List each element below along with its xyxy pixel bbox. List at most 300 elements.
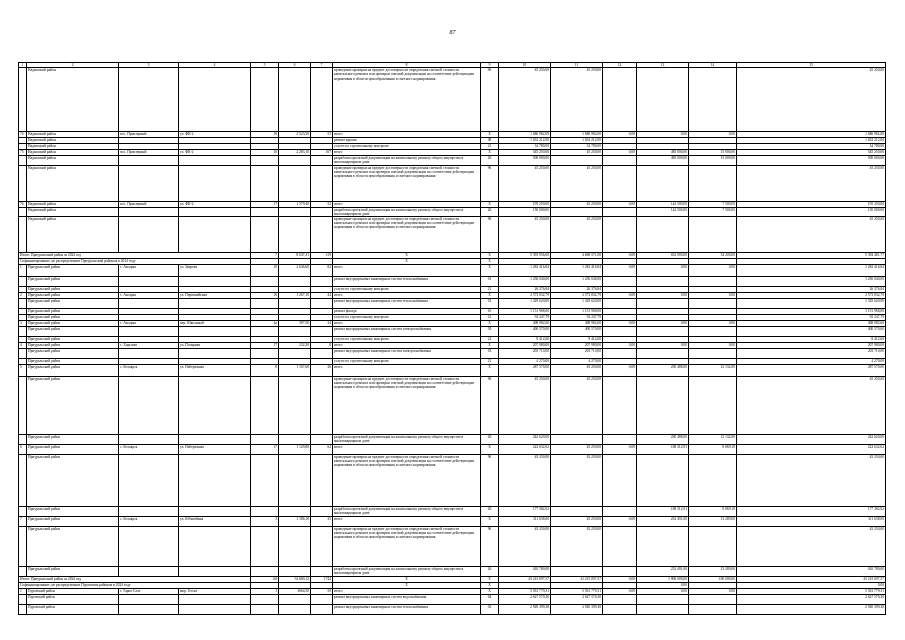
table-cell: Надымский район <box>27 217 119 253</box>
table-cell: 207 980,00 <box>551 343 603 349</box>
table-cell <box>689 217 737 253</box>
table-cell: 1 282 416,84 <box>551 265 603 277</box>
table-cell: 5 561 779,31 <box>551 589 603 595</box>
table-cell: 76 <box>19 201 27 207</box>
table-cell: 5 561 779,31 <box>499 589 551 595</box>
table-cell: 16 <box>251 150 279 156</box>
table-cell: 203 710,00 <box>499 349 551 359</box>
table-cell: Приуральский район <box>27 349 119 359</box>
table-cell <box>279 567 311 577</box>
table-cell <box>251 605 279 615</box>
table-cell: 107 <box>311 150 333 156</box>
table-cell: 45 250,00 <box>737 377 886 435</box>
table-cell <box>603 605 637 615</box>
table-row <box>19 207 886 216</box>
table-cell: 45 250,00 <box>551 377 603 435</box>
table-cell: проведение проверки на предмет достоверности определения сметной стоимости капитального ремонта или проверки сметной документации на соответствие действующим нормативам в области ценообразования и сметного нормирования <box>333 165 481 201</box>
table-cell: Надымский район <box>27 165 119 201</box>
table-cell <box>603 527 637 567</box>
table-cell: 287 570,00 <box>737 365 886 377</box>
table-cell: 400 570,00 <box>499 327 551 337</box>
table-cell: 2 <box>19 293 27 299</box>
table-cell: 195 250,00 <box>737 201 886 207</box>
table-cell: 177 382,02 <box>499 507 551 517</box>
table-cell: 34 780,00 <box>499 144 551 150</box>
table-cell: 1 129,80 <box>279 445 311 455</box>
table-cell <box>19 435 27 445</box>
table-cell: 16 <box>251 293 279 299</box>
table-cell <box>251 435 279 445</box>
table-cell: ремонт внутридомовых инженерных систем электроснабжения <box>333 349 481 359</box>
table-cell: 6 <box>279 63 311 68</box>
table-cell <box>279 207 311 216</box>
table-cell <box>179 327 251 337</box>
table-cell: 13 289,00 <box>689 567 737 577</box>
table-row <box>19 265 886 277</box>
table-cell: X <box>481 253 499 259</box>
table-cell <box>251 68 279 132</box>
table-cell: с. Белоярск <box>119 517 179 527</box>
table-row <box>19 365 886 377</box>
table-cell <box>179 299 251 309</box>
table-cell: 45 250,00 <box>737 68 886 132</box>
table-cell <box>251 527 279 567</box>
table-cell <box>689 377 737 435</box>
table-cell <box>119 507 179 517</box>
table-cell <box>179 595 251 605</box>
table-cell: 319 <box>311 253 333 259</box>
table-cell: 04 <box>481 595 499 605</box>
table-cell: услуги по строительному контролю <box>333 359 481 365</box>
table-cell <box>179 567 251 577</box>
table-cell: 1 <box>19 589 27 595</box>
table-cell: 2 920 399,38 <box>737 605 886 615</box>
table-cell: услуги по строительному контролю <box>333 287 481 293</box>
table-cell: 1 329 620,00 <box>551 299 603 309</box>
table-cell: 1 686 982,00 <box>737 132 886 138</box>
table-cell <box>119 595 179 605</box>
table-cell <box>119 165 179 201</box>
table-cell <box>689 527 737 567</box>
table-row <box>19 68 886 132</box>
table-cell: Приуральский район <box>27 517 119 527</box>
table-cell <box>311 68 333 132</box>
table-cell: 168 312,91 <box>637 445 689 455</box>
table-cell: 500 000,00 <box>499 156 551 165</box>
table-cell: X <box>481 589 499 595</box>
table-cell <box>119 377 179 435</box>
table-cell: 1 186,10 <box>279 517 311 527</box>
table-cell: 1 <box>19 265 27 277</box>
table-cell <box>19 299 27 309</box>
table-cell: 1 256 040,00 <box>551 277 603 287</box>
table-cell <box>311 349 333 359</box>
table-cell <box>19 327 27 337</box>
table-cell: 1 282 416,84 <box>499 265 551 277</box>
table-cell: Приуральский район <box>27 455 119 507</box>
table-cell: 0,00 <box>689 293 737 299</box>
table-cell <box>603 156 637 165</box>
table-cell <box>637 527 689 567</box>
table-cell: 1 329 620,00 <box>499 299 551 309</box>
table-cell: 3664,50 <box>279 589 311 595</box>
table-cell <box>179 217 251 253</box>
table-cell: Приуральский район <box>27 309 119 315</box>
table-cell: пос. Приозерный <box>119 132 179 138</box>
table-cell: 44 <box>311 293 333 299</box>
table-cell: с. Белоярск <box>119 365 179 377</box>
table-cell: Приуральский район <box>27 315 119 321</box>
table-cell <box>179 68 251 132</box>
table-cell <box>311 217 333 253</box>
table-cell <box>119 68 179 132</box>
table-cell <box>689 595 737 605</box>
table-cell <box>19 68 27 132</box>
table-cell <box>551 507 603 517</box>
table-cell <box>603 567 637 577</box>
table-cell <box>119 605 179 615</box>
table-row <box>19 165 886 201</box>
table-cell: 0,00 <box>689 265 737 277</box>
table-cell: X <box>333 583 481 589</box>
table-cell: 52 <box>311 201 333 207</box>
table-cell: 5 <box>19 365 27 377</box>
table-cell: 2 627 570,30 <box>737 595 886 605</box>
table-cell: 2 627 570,30 <box>499 595 551 605</box>
table-cell <box>251 299 279 309</box>
table-row <box>19 595 886 605</box>
table-cell: 397,50 <box>279 321 311 327</box>
table-cell: 195 250,00 <box>499 201 551 207</box>
table-cell <box>689 277 737 287</box>
table-cell <box>637 68 689 132</box>
table-cell <box>603 207 637 216</box>
table-cell: 1 652 212,00 <box>737 138 886 144</box>
table-cell <box>279 377 311 435</box>
table-cell <box>311 567 333 577</box>
table-cell: 5 561 779,31 <box>737 589 886 595</box>
table-cell: 242 620,00 <box>499 435 551 445</box>
table-cell: 311 638,00 <box>499 517 551 527</box>
table-cell <box>279 349 311 359</box>
table-cell: 0,00 <box>689 321 737 327</box>
unallocated-label: Софинансирование, не распределенное Пуровским районом в 2024 году <box>19 583 251 589</box>
table-cell: 12 132,00 <box>689 435 737 445</box>
table-cell: 2 283,10 <box>279 150 311 156</box>
table-cell: итого <box>333 589 481 595</box>
table-cell: 5 393 956,00 <box>499 253 551 259</box>
table-cell: 17 <box>251 201 279 207</box>
table-cell: 0,00 <box>603 265 637 277</box>
table-cell <box>603 455 637 507</box>
table-cell <box>119 349 179 359</box>
table-cell: Надымский район <box>27 150 119 156</box>
table-cell: 45 250,00 <box>737 217 886 253</box>
table-row <box>19 605 886 615</box>
table-cell <box>251 567 279 577</box>
table-cell: 0,00 <box>637 589 689 595</box>
table-cell: 92 247,79 <box>737 315 886 321</box>
table-cell <box>637 455 689 507</box>
table-cell: 92 247,79 <box>551 315 603 321</box>
table-cell: Надымский район <box>27 138 119 144</box>
table-cell: 2 646,60 <box>279 265 311 277</box>
table-cell: 207 980,00 <box>499 343 551 349</box>
table-cell: 08 <box>481 138 499 144</box>
table-cell <box>637 217 689 253</box>
table-cell <box>279 277 311 287</box>
table-cell: 0,00 <box>603 293 637 299</box>
table-cell: 0,00 <box>637 265 689 277</box>
table-cell: 12 132,00 <box>689 365 737 377</box>
table-cell: 45 250,00 <box>551 165 603 201</box>
table-cell: 96 <box>481 217 499 253</box>
table-cell: Приуральский район <box>27 321 119 327</box>
table-cell: 92 247,79 <box>499 315 551 321</box>
table-cell: 14 <box>689 63 737 68</box>
table-cell: итого <box>333 265 481 277</box>
table-cell: 50 <box>311 589 333 595</box>
table-cell <box>311 165 333 201</box>
table-cell <box>689 299 737 309</box>
table-cell: разработка проектной документации на капитальному ремонту общего имущества в многоквартирном доме <box>333 156 481 165</box>
table-cell: Приуральский район <box>27 365 119 377</box>
table-cell: 0,00 <box>689 132 737 138</box>
table-cell: 7 500,00 <box>689 201 737 207</box>
table-cell: ремонт фасада <box>333 309 481 315</box>
table-cell <box>551 435 603 445</box>
table-cell: 01 <box>481 277 499 287</box>
table-row <box>19 435 886 445</box>
table-cell: Приуральский район <box>27 567 119 577</box>
table-cell: 75 <box>19 150 27 156</box>
table-cell: 8 <box>251 365 279 377</box>
table-cell <box>19 377 27 435</box>
table-cell: 1 686 982,00 <box>499 132 551 138</box>
table-cell: 8 412,60 <box>499 337 551 343</box>
table-cell <box>119 156 179 165</box>
table-cell <box>19 349 27 359</box>
table-cell <box>19 605 27 615</box>
capital-repair-table <box>18 62 886 615</box>
table-cell: Приуральский район <box>27 343 119 349</box>
table-cell: 652 000,00 <box>637 253 689 259</box>
table-cell: 177 382,02 <box>737 507 886 517</box>
table-cell: ул. Первомайская <box>179 293 251 299</box>
table-cell: 1 900 000,00 <box>637 577 689 583</box>
table-cell: 4 <box>19 343 27 349</box>
table-cell: Пуровский район <box>27 589 119 595</box>
unallocated-label: Софинансирование, не распределенное Приуральский районом в 2024 году <box>19 259 251 265</box>
table-cell: итого <box>333 150 481 156</box>
table-cell: 265 780,00 <box>737 567 886 577</box>
table-cell <box>311 605 333 615</box>
table-cell: Надымский район <box>27 68 119 132</box>
table-cell: 18 <box>251 132 279 138</box>
table-cell <box>603 507 637 517</box>
table-cell: 41 215 097,57 <box>551 577 603 583</box>
table-cell <box>279 327 311 337</box>
table-cell: 45 250,00 <box>737 455 886 507</box>
table-cell: 1 329 620,00 <box>737 299 886 309</box>
table-cell <box>279 156 311 165</box>
table-cell: 26 <box>481 207 499 216</box>
table-cell: 12 <box>603 63 637 68</box>
table-cell: итого <box>333 201 481 207</box>
table-cell: Приуральский район <box>27 377 119 435</box>
table-cell <box>637 595 689 605</box>
table-cell: 207 980,00 <box>737 343 886 349</box>
table-cell: Приуральский район <box>27 287 119 293</box>
table-cell: 60 <box>251 577 279 583</box>
table-cell: 150 000,00 <box>737 207 886 216</box>
table-cell: X <box>333 259 481 265</box>
table-cell <box>179 605 251 615</box>
table-cell: 45 250,00 <box>551 455 603 507</box>
table-cell: 2 627 570,30 <box>551 595 603 605</box>
table-cell: 0,00 <box>637 132 689 138</box>
table-cell: пос. Приозерный <box>119 150 179 156</box>
table-cell: 45 250,00 <box>499 165 551 201</box>
table-cell <box>637 605 689 615</box>
table-cell: 408 982,60 <box>551 321 603 327</box>
table-cell <box>637 299 689 309</box>
table-cell: 4 270,00 <box>551 359 603 365</box>
table-cell <box>311 455 333 507</box>
table-cell: X <box>481 365 499 377</box>
table-cell <box>311 507 333 517</box>
table-cell: 21 <box>481 287 499 293</box>
table-cell <box>119 217 179 253</box>
table-cell <box>551 156 603 165</box>
table-cell: 7 500,00 <box>689 207 737 216</box>
table-cell <box>637 349 689 359</box>
table-row <box>19 507 886 517</box>
table-cell: 400 570,00 <box>737 327 886 337</box>
table-cell <box>19 567 27 577</box>
table-cell: 26 <box>481 567 499 577</box>
table-cell: Пуровский район <box>27 595 119 605</box>
table-cell: 485 000,00 <box>637 156 689 165</box>
table-cell: разработка проектной документации на капитальному ремонту общего имущества в многоквартирном доме <box>333 435 481 445</box>
table-cell: 96 <box>481 455 499 507</box>
table-cell <box>179 455 251 507</box>
table-cell: X <box>481 321 499 327</box>
table-cell: 03 <box>481 605 499 615</box>
table-cell: 45 250,00 <box>551 365 603 377</box>
table-cell <box>251 377 279 435</box>
table-cell: 34 780,00 <box>551 144 603 150</box>
table-cell: 0,00 <box>637 293 689 299</box>
table-cell: ул. Набережная <box>179 445 251 455</box>
table-cell: 0,00 <box>603 132 637 138</box>
table-cell: ул. ФК-2 <box>179 132 251 138</box>
table-cell: X <box>481 265 499 277</box>
table-cell <box>637 377 689 435</box>
table-cell: 10 <box>251 265 279 277</box>
table-cell: ул. ФК-2 <box>179 150 251 156</box>
table-cell: 7 <box>19 517 27 527</box>
table-cell: ремонт внутридомовых инженерных систем теплоснабжения <box>333 299 481 309</box>
table-cell: 15 <box>737 63 886 68</box>
table-cell: 45 250,00 <box>551 68 603 132</box>
table-cell <box>603 435 637 445</box>
table-cell: 10 <box>481 309 499 315</box>
table-row <box>19 445 886 455</box>
table-cell: 8 412,60 <box>737 337 886 343</box>
table-cell <box>19 165 27 201</box>
table-cell: 0,00 <box>603 589 637 595</box>
table-cell: ремонт внутридомовых инженерных систем водоснабжения <box>333 595 481 605</box>
table-cell: 21 <box>481 359 499 365</box>
table-cell: X <box>333 577 481 583</box>
table-cell: Приуральский район <box>27 293 119 299</box>
table-cell: 408 982,60 <box>737 321 886 327</box>
table-cell: 5 <box>251 63 279 68</box>
table-cell: услуги по строительному контролю <box>333 144 481 150</box>
table-cell <box>637 165 689 201</box>
table-cell: 203 710,00 <box>737 349 886 359</box>
table-cell: 21 <box>481 315 499 321</box>
table-cell: ул. Набережная <box>179 365 251 377</box>
table-cell: Приуральский район <box>27 507 119 517</box>
table-cell: 1 151 968,00 <box>551 309 603 315</box>
table-cell: 0,00 <box>637 583 689 589</box>
total-label: Итого: Приуральский район за 2024 год <box>19 253 251 259</box>
table-cell: 485 000,00 <box>637 150 689 156</box>
table-cell <box>689 605 737 615</box>
table-cell <box>119 435 179 445</box>
table-cell <box>251 349 279 359</box>
table-cell: 96 <box>481 68 499 132</box>
table-cell: 230 488,00 <box>637 365 689 377</box>
table-cell: 26 376,84 <box>737 287 886 293</box>
table-cell: Приуральский район <box>27 337 119 343</box>
table-cell: 8 047,31 <box>279 253 311 259</box>
table-cell: 10 <box>499 63 551 68</box>
table-cell: 311 638,00 <box>737 517 886 527</box>
table-cell: X <box>481 445 499 455</box>
table-cell <box>311 377 333 435</box>
table-cell <box>119 299 179 309</box>
table-cell: X <box>481 201 499 207</box>
table-cell: 265 780,00 <box>499 567 551 577</box>
table-cell <box>179 165 251 201</box>
table-cell <box>603 68 637 132</box>
table-cell: 45 250,00 <box>551 517 603 527</box>
table-cell: 03 <box>481 349 499 359</box>
table-cell <box>279 527 311 567</box>
table-cell: 0,00 <box>689 589 737 595</box>
table-cell: X <box>481 132 499 138</box>
table-cell: пер. Школьный <box>179 321 251 327</box>
table-cell: Надымский район <box>27 156 119 165</box>
table-cell <box>119 455 179 507</box>
table-cell: 82 <box>311 265 333 277</box>
table-cell: 8 412,60 <box>551 337 603 343</box>
table-cell: 8 869,10 <box>689 507 737 517</box>
table-cell: 8 <box>333 63 481 68</box>
table-cell: разработка проектной документации на капитальному ремонту общего имущества в многоквартирном доме <box>333 507 481 517</box>
table-cell <box>689 455 737 507</box>
table-cell <box>119 527 179 567</box>
table-cell <box>179 527 251 567</box>
table-row <box>19 527 886 567</box>
table-row <box>19 327 886 337</box>
table-cell <box>19 217 27 253</box>
table-cell <box>279 435 311 445</box>
table-cell <box>689 327 737 337</box>
